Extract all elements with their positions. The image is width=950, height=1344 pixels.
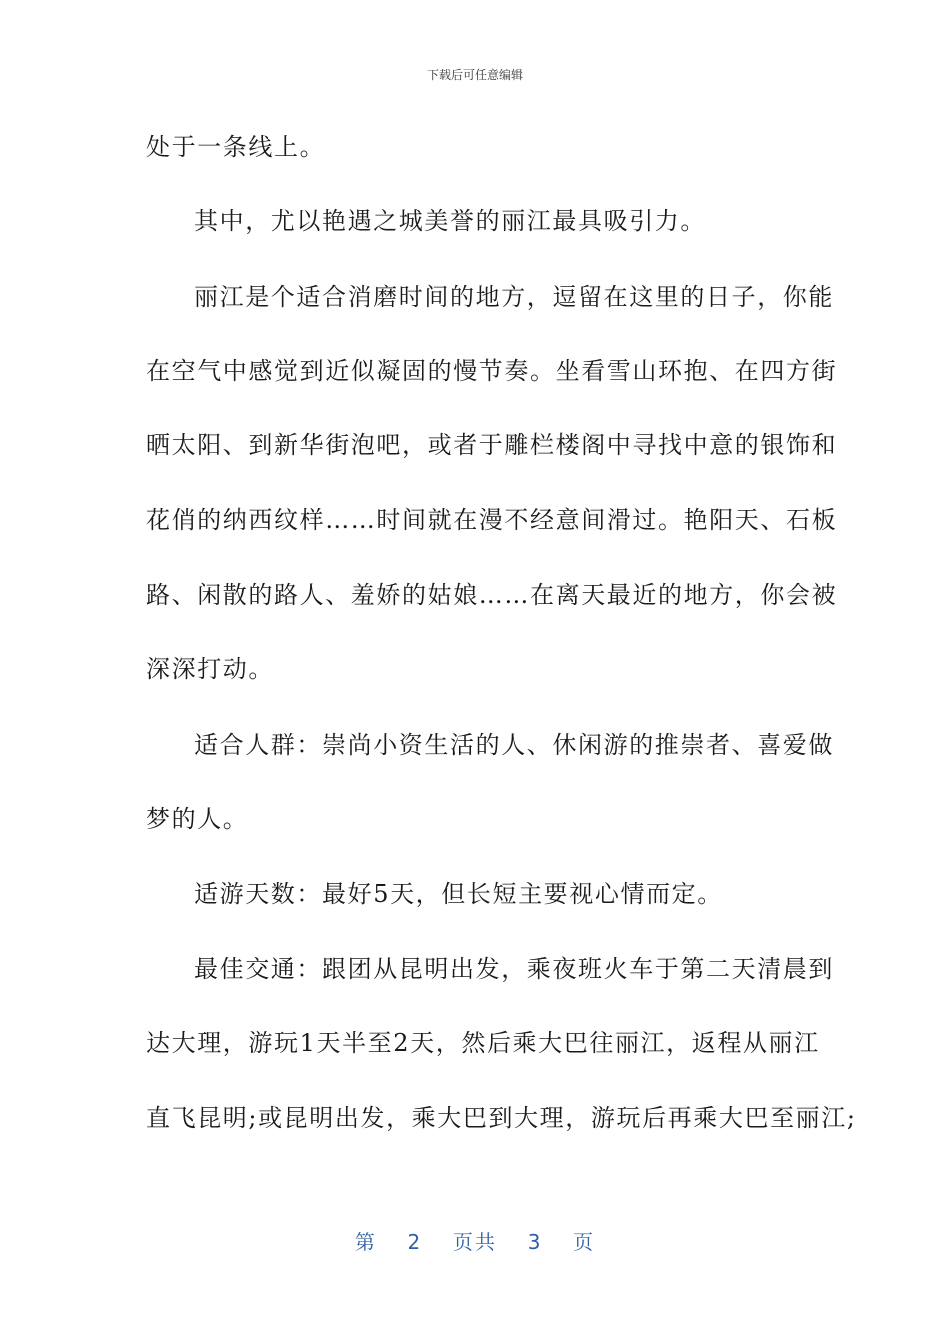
footer-prefix: 第 [354,1230,377,1254]
text-line: 晒太阳、到新华街泡吧，或者于雕栏楼阁中寻找中意的银饰和 [146,431,838,459]
footer-current-page: 2 [407,1230,423,1254]
text-line: 深深打动。 [146,655,274,683]
text-line: 达大理，游玩1天半至2天，然后乘大巴往丽江，返程从丽江 [146,1029,820,1057]
text-line: 最佳交通：跟团从昆明出发，乘夜班火车于第二天清晨到 [194,955,834,983]
text-line: 直飞昆明;或昆明出发，乘大巴到大理，游玩后再乘大巴至丽江; [146,1104,857,1132]
text-line: 适合人群：崇尚小资生活的人、休闲游的推崇者、喜爱做 [194,731,834,759]
text-line: 在空气中感觉到近似凝固的慢节奏。坐看雪山环抱、在四方街 [146,357,838,385]
page-header: 下载后可任意编辑 [426,68,523,82]
page-footer [0,1226,950,1255]
footer-suffix: 页 [573,1230,596,1254]
text-line: 其中，尤以艳遇之城美誉的丽江最具吸引力。 [194,207,706,235]
text-line: 花俏的纳西纹样……时间就在漫不经意间滑过。艳阳天、石板 [146,506,838,534]
footer-total-pages: 3 [527,1230,543,1254]
text-line: 路、闲散的路人、羞娇的姑娘……在离天最近的地方，你会被 [146,581,838,609]
text-line: 梦的人。 [146,805,249,833]
text-line: 处于一条线上。 [146,133,326,161]
footer-middle: 页共 [453,1230,497,1254]
text-line: 丽江是个适合消磨时间的地方，逗留在这里的日子，你能 [194,283,834,311]
text-line: 适游天数：最好5天，但长短主要视心情而定。 [194,880,723,908]
